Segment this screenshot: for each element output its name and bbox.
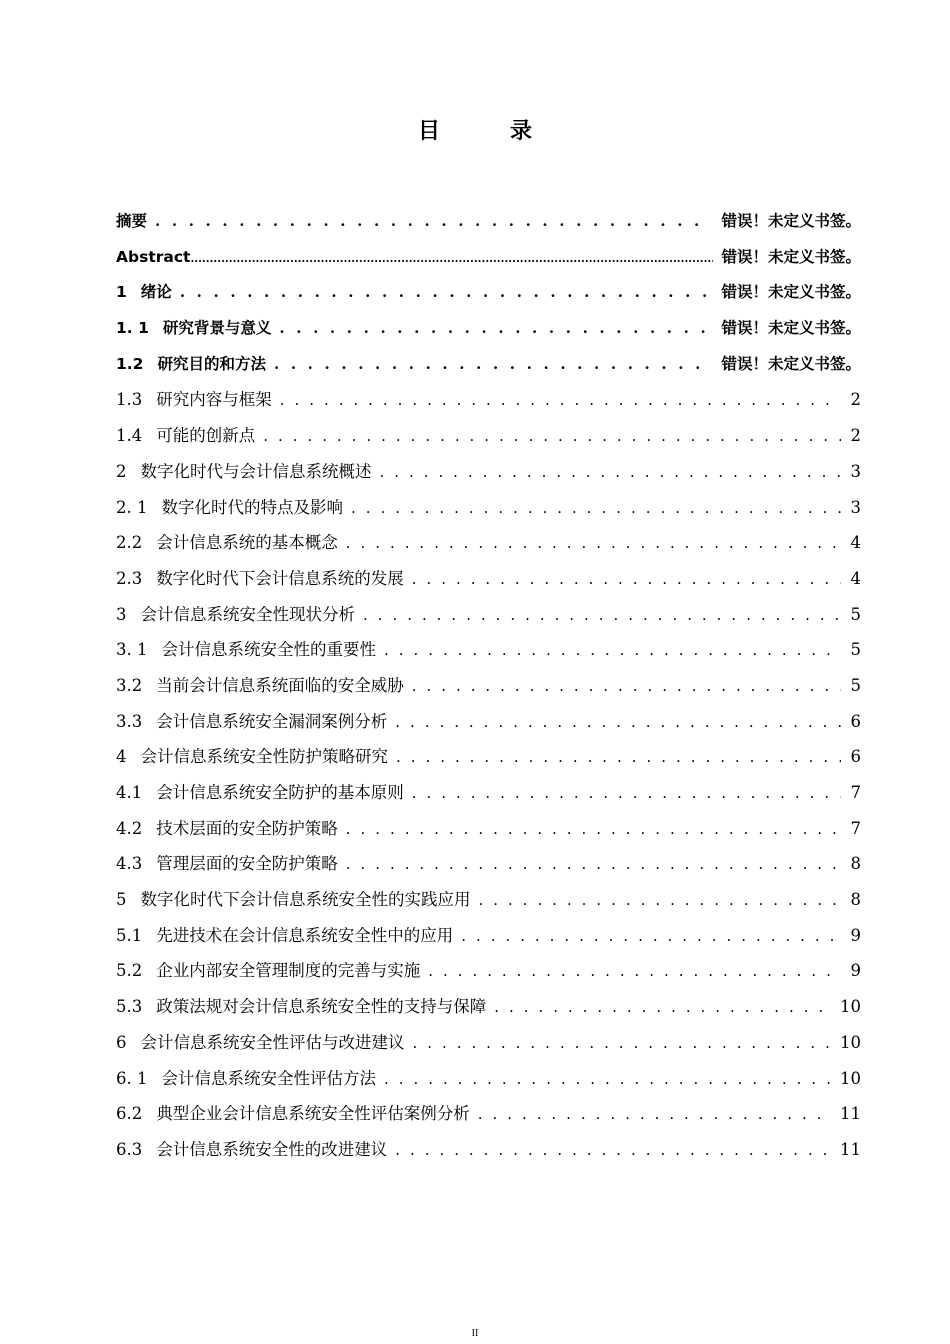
toc-dot-leader	[180, 275, 712, 311]
toc-entry-number: 6.2	[116, 1104, 143, 1124]
toc-entry-page: 3	[850, 461, 861, 481]
toc-entry-page: 7	[850, 783, 861, 802]
toc-dot-leader	[461, 919, 840, 955]
toc-entry[interactable]	[116, 240, 861, 276]
toc-entry-title: 数字化时代下会计信息系统的发展	[156, 568, 404, 588]
toc-entry[interactable]	[116, 811, 861, 847]
toc-entry[interactable]	[116, 311, 861, 347]
toc-dot-leader	[395, 705, 840, 741]
toc-entry[interactable]	[116, 347, 861, 383]
toc-entry-number: 1.2	[116, 354, 144, 373]
toc-entry-number: 6. 1	[116, 1068, 148, 1088]
toc-dot-leader	[351, 491, 841, 527]
toc-entry-title: 数字化时代与会计信息系统概述	[140, 461, 372, 481]
toc-entry-number: 6.3	[116, 1139, 143, 1159]
toc-entry-page: 错误！未定义书签。	[721, 319, 861, 338]
table-of-contents	[116, 204, 861, 1168]
toc-entry-title: 绪论	[140, 283, 172, 302]
toc-dot-leader	[346, 526, 841, 562]
toc-dot-leader	[428, 954, 840, 990]
toc-entry-page: 9	[850, 925, 861, 945]
toc-entry[interactable]	[116, 989, 861, 1025]
toc-dot-leader	[412, 562, 841, 598]
toc-dot-leader	[478, 1097, 830, 1133]
toc-entry-page: 11	[840, 1139, 861, 1159]
toc-entry-title: 会计信息系统安全性评估方法	[161, 1068, 376, 1088]
toc-entry[interactable]	[116, 704, 861, 740]
toc-entry[interactable]	[116, 561, 861, 597]
toc-entry-page: 3	[850, 497, 861, 517]
toc-dot-leader	[190, 241, 713, 277]
toc-entry-title: 管理层面的安全防护策略	[156, 854, 338, 874]
toc-dot-leader	[384, 1062, 830, 1098]
toc-entry-number: 5.3	[116, 997, 143, 1017]
toc-dot-leader	[413, 1026, 831, 1062]
toc-entry-page: 5	[850, 604, 861, 624]
toc-dot-leader	[479, 883, 841, 919]
toc-entry[interactable]	[116, 418, 861, 454]
toc-entry-page: 10	[840, 1032, 861, 1052]
toc-entry-number: 4.2	[116, 818, 143, 838]
toc-entry[interactable]	[116, 1132, 861, 1168]
toc-entry-title: 可能的创新点	[156, 426, 256, 446]
toc-entry-number: 1. 1	[116, 319, 149, 338]
toc-entry-number: 5.1	[116, 925, 143, 945]
toc-entry-title: 技术层面的安全防护策略	[156, 818, 338, 838]
toc-entry[interactable]	[116, 953, 861, 989]
toc-entry-number: 3.3	[116, 711, 143, 731]
toc-entry-number: 1	[116, 283, 127, 302]
toc-entry-title: 研究背景与意义	[162, 319, 272, 338]
toc-entry[interactable]	[116, 525, 861, 561]
toc-entry-title: 会计信息系统安全防护的基本原则	[156, 783, 404, 802]
toc-entry-number: 2	[116, 461, 127, 481]
toc-entry-title: 研究目的和方法	[157, 354, 266, 373]
toc-entry-number: Abstract	[116, 247, 191, 266]
toc-dot-leader	[395, 1133, 830, 1169]
toc-title: 目 录	[417, 119, 556, 144]
toc-entry-number: 3. 1	[116, 640, 148, 660]
toc-entry-page: 错误！未定义书签。	[721, 212, 861, 230]
toc-entry-page: 5	[850, 675, 861, 695]
toc-entry-title: 研究内容与框架	[156, 390, 272, 410]
toc-dot-leader	[380, 455, 841, 491]
toc-entry-title: 典型企业会计信息系统安全性评估案例分析	[156, 1104, 470, 1124]
toc-entry-page: 5	[850, 640, 861, 660]
toc-entry-number: 1.3	[116, 390, 143, 410]
toc-entry[interactable]	[116, 775, 861, 811]
toc-dot-leader	[346, 812, 841, 848]
toc-entry[interactable]	[116, 846, 861, 882]
toc-entry[interactable]	[116, 597, 861, 633]
toc-entry[interactable]	[116, 204, 861, 240]
toc-entry-page: 4	[850, 533, 861, 553]
toc-entry-page: 7	[850, 818, 861, 838]
toc-entry[interactable]	[116, 632, 861, 668]
toc-dot-leader	[279, 311, 711, 347]
toc-entry[interactable]	[116, 882, 861, 918]
toc-dot-leader	[384, 633, 841, 669]
toc-entry[interactable]	[116, 275, 861, 311]
toc-dot-leader	[274, 347, 712, 383]
toc-entry[interactable]	[116, 918, 861, 954]
toc-dot-leader	[280, 383, 841, 419]
toc-entry-title: 会计信息系统安全性的重要性	[161, 640, 376, 660]
toc-entry-number: 4.3	[116, 854, 143, 874]
toc-entry-number: 3	[116, 604, 127, 624]
toc-entry-page: 错误！未定义书签。	[721, 354, 861, 373]
toc-entry[interactable]	[116, 739, 861, 775]
toc-dot-leader	[494, 990, 830, 1026]
toc-dot-leader	[346, 847, 841, 883]
toc-entry-page: 9	[850, 961, 861, 981]
toc-entry-number: 4.1	[116, 783, 143, 802]
toc-entry-title: 先进技术在会计信息系统安全性中的应用	[156, 925, 454, 945]
toc-entry-title: 政策法规对会计信息系统安全性的支持与保障	[156, 997, 487, 1017]
toc-entry-page: 错误！未定义书签。	[721, 247, 861, 266]
toc-entry-title: 当前会计信息系统面临的安全威胁	[156, 675, 404, 695]
toc-entry-page: 8	[850, 854, 861, 874]
toc-entry-title: 会计信息系统安全性评估与改进建议	[140, 1032, 405, 1052]
toc-entry-title: 会计信息系统的基本概念	[156, 533, 338, 553]
toc-entry-title: 企业内部安全管理制度的完善与实施	[156, 961, 421, 981]
toc-entry-title: 会计信息系统安全漏洞案例分析	[156, 711, 388, 731]
toc-entry-number: 5.2	[116, 961, 143, 981]
toc-entry-page: 8	[850, 890, 861, 910]
toc-entry-title: 数字化时代的特点及影响	[161, 497, 343, 517]
toc-entry-page: 错误！未定义书签。	[721, 283, 861, 302]
toc-entry[interactable]	[116, 1061, 861, 1097]
toc-entry-number: 4	[116, 747, 127, 767]
toc-entry-number: 1.4	[116, 426, 143, 446]
toc-entry-title: 会计信息系统安全性的改进建议	[156, 1139, 388, 1159]
toc-entry[interactable]	[116, 1025, 861, 1061]
toc-entry-title: 会计信息系统安全性现状分析	[140, 604, 355, 624]
toc-dot-leader	[155, 204, 711, 240]
toc-dot-leader	[396, 740, 841, 776]
toc-dot-leader	[363, 598, 841, 634]
toc-entry[interactable]	[116, 490, 861, 526]
toc-entry[interactable]	[116, 382, 861, 418]
toc-entry-number: 摘要	[116, 212, 148, 230]
page-number: II	[471, 1328, 479, 1339]
toc-entry[interactable]	[116, 454, 861, 490]
toc-entry-title: 数字化时代下会计信息系统安全性的实践应用	[140, 890, 471, 910]
toc-entry-page: 4	[850, 568, 861, 588]
toc-entry-number: 2. 1	[116, 497, 148, 517]
toc-entry-page: 6	[850, 711, 861, 731]
toc-dot-leader	[412, 669, 841, 705]
toc-entry-number: 3.2	[116, 675, 143, 695]
toc-entry-page: 10	[840, 997, 861, 1017]
toc-entry-page: 11	[840, 1104, 861, 1124]
toc-entry-number: 5	[116, 890, 127, 910]
toc-entry-page: 6	[850, 747, 861, 767]
toc-entry-page: 10	[840, 1068, 861, 1088]
toc-entry[interactable]	[116, 1096, 861, 1132]
toc-entry-title: 会计信息系统安全性防护策略研究	[140, 747, 388, 767]
toc-entry-number: 2.2	[116, 533, 143, 553]
toc-entry-page: 2	[850, 426, 861, 446]
toc-dot-leader	[263, 419, 840, 455]
toc-entry-number: 2.3	[116, 568, 143, 588]
toc-entry-page: 2	[850, 390, 861, 410]
toc-entry-number: 6	[116, 1032, 127, 1052]
toc-entry[interactable]	[116, 668, 861, 704]
toc-dot-leader	[412, 776, 841, 812]
